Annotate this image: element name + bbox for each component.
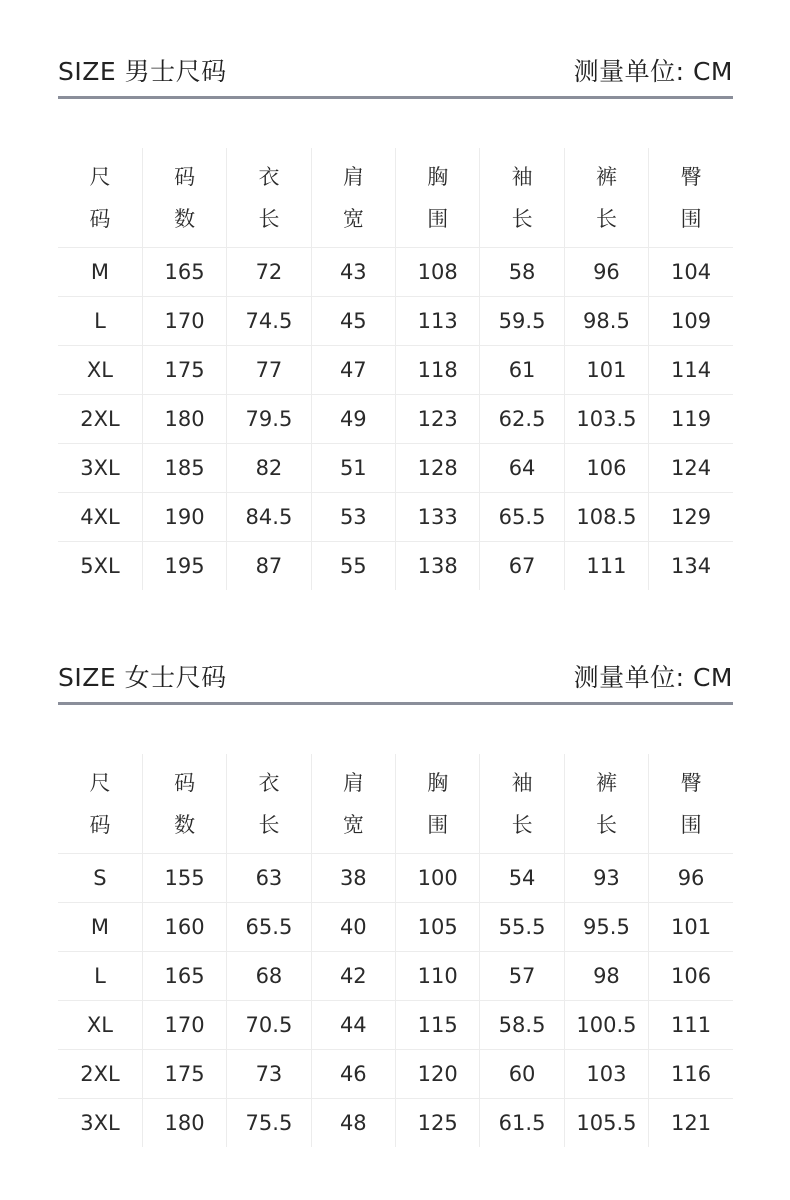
measurement-cell: 75.5 bbox=[227, 1099, 311, 1148]
measurement-cell: 98.5 bbox=[564, 297, 648, 346]
measurement-cell: 165 bbox=[142, 952, 226, 1001]
women-size-section bbox=[58, 646, 733, 1135]
table-row bbox=[58, 854, 733, 903]
table-row bbox=[58, 952, 733, 1001]
table-row bbox=[58, 248, 733, 297]
column-header-label: 臀围 bbox=[680, 164, 702, 231]
column-header bbox=[142, 148, 226, 248]
measurement-cell: 119 bbox=[649, 395, 733, 444]
men-section-header bbox=[58, 40, 733, 98]
measurement-cell: 180 bbox=[142, 395, 226, 444]
size-cell: L bbox=[58, 297, 142, 346]
column-header-label: 胸围 bbox=[427, 770, 449, 837]
measurement-cell: 43 bbox=[311, 248, 395, 297]
table-row bbox=[58, 903, 733, 952]
table-row bbox=[58, 542, 733, 591]
column-header-label: 胸围 bbox=[427, 164, 449, 231]
measurement-cell: 45 bbox=[311, 297, 395, 346]
measurement-cell: 180 bbox=[142, 1099, 226, 1148]
table-row bbox=[58, 297, 733, 346]
measurement-cell: 175 bbox=[142, 346, 226, 395]
measurement-cell: 70.5 bbox=[227, 1001, 311, 1050]
measurement-cell: 82 bbox=[227, 444, 311, 493]
column-header-label: 裤长 bbox=[595, 770, 617, 837]
column-header bbox=[649, 754, 733, 854]
measurement-cell: 106 bbox=[649, 952, 733, 1001]
table-row bbox=[58, 493, 733, 542]
measurement-cell: 60 bbox=[480, 1050, 564, 1099]
column-header-label: 袖长 bbox=[511, 770, 533, 837]
size-cell: S bbox=[58, 854, 142, 903]
measurement-cell: 165 bbox=[142, 248, 226, 297]
measurement-cell: 116 bbox=[649, 1050, 733, 1099]
table-row bbox=[58, 444, 733, 493]
column-header bbox=[142, 754, 226, 854]
column-header-label: 码数 bbox=[174, 770, 196, 837]
column-header bbox=[564, 148, 648, 248]
size-cell: 3XL bbox=[58, 444, 142, 493]
table-row bbox=[58, 395, 733, 444]
measurement-cell: 100 bbox=[396, 854, 480, 903]
column-header bbox=[58, 148, 142, 248]
size-cell: XL bbox=[58, 346, 142, 395]
measurement-cell: 98 bbox=[564, 952, 648, 1001]
measurement-cell: 115 bbox=[396, 1001, 480, 1050]
column-header bbox=[480, 754, 564, 854]
table-row bbox=[58, 1050, 733, 1099]
table-row bbox=[58, 346, 733, 395]
measurement-cell: 63 bbox=[227, 854, 311, 903]
column-header-label: 衣长 bbox=[258, 770, 280, 837]
measurement-cell: 134 bbox=[649, 542, 733, 591]
measurement-cell: 48 bbox=[311, 1099, 395, 1148]
measurement-cell: 103 bbox=[564, 1050, 648, 1099]
measurement-cell: 58 bbox=[480, 248, 564, 297]
measurement-cell: 67 bbox=[480, 542, 564, 591]
men-size-section bbox=[58, 40, 733, 578]
measurement-cell: 73 bbox=[227, 1050, 311, 1099]
column-header bbox=[564, 754, 648, 854]
measurement-cell: 111 bbox=[649, 1001, 733, 1050]
measurement-cell: 170 bbox=[142, 1001, 226, 1050]
column-header-label: 尺码 bbox=[89, 770, 111, 837]
size-cell: L bbox=[58, 952, 142, 1001]
column-header-label: 肩宽 bbox=[342, 770, 364, 837]
women-section-title: SIZE 女士尺码 bbox=[58, 663, 227, 692]
men-size-table bbox=[58, 148, 733, 590]
measurement-cell: 124 bbox=[649, 444, 733, 493]
column-header-label: 衣长 bbox=[258, 164, 280, 231]
measurement-cell: 87 bbox=[227, 542, 311, 591]
measurement-cell: 55.5 bbox=[480, 903, 564, 952]
measurement-cell: 108 bbox=[396, 248, 480, 297]
table-row bbox=[58, 1099, 733, 1148]
measurement-cell: 128 bbox=[396, 444, 480, 493]
measurement-cell: 58.5 bbox=[480, 1001, 564, 1050]
column-header bbox=[480, 148, 564, 248]
measurement-cell: 49 bbox=[311, 395, 395, 444]
column-header bbox=[311, 754, 395, 854]
women-header-divider bbox=[58, 702, 733, 705]
measurement-cell: 59.5 bbox=[480, 297, 564, 346]
column-header-label: 肩宽 bbox=[342, 164, 364, 231]
measurement-cell: 55 bbox=[311, 542, 395, 591]
measurement-cell: 42 bbox=[311, 952, 395, 1001]
size-cell: 2XL bbox=[58, 1050, 142, 1099]
size-cell: 3XL bbox=[58, 1099, 142, 1148]
measurement-cell: 93 bbox=[564, 854, 648, 903]
measurement-cell: 121 bbox=[649, 1099, 733, 1148]
column-header bbox=[396, 754, 480, 854]
measurement-cell: 51 bbox=[311, 444, 395, 493]
measurement-cell: 190 bbox=[142, 493, 226, 542]
measurement-cell: 61 bbox=[480, 346, 564, 395]
measurement-cell: 95.5 bbox=[564, 903, 648, 952]
measurement-cell: 105.5 bbox=[564, 1099, 648, 1148]
measurement-cell: 125 bbox=[396, 1099, 480, 1148]
measurement-cell: 170 bbox=[142, 297, 226, 346]
table-row bbox=[58, 1001, 733, 1050]
measurement-cell: 96 bbox=[649, 854, 733, 903]
measurement-cell: 195 bbox=[142, 542, 226, 591]
measurement-cell: 110 bbox=[396, 952, 480, 1001]
measurement-cell: 64 bbox=[480, 444, 564, 493]
size-cell: 5XL bbox=[58, 542, 142, 591]
column-header bbox=[227, 754, 311, 854]
size-cell: 2XL bbox=[58, 395, 142, 444]
measurement-cell: 123 bbox=[396, 395, 480, 444]
measurement-cell: 185 bbox=[142, 444, 226, 493]
measurement-cell: 113 bbox=[396, 297, 480, 346]
measurement-cell: 61.5 bbox=[480, 1099, 564, 1148]
column-header bbox=[227, 148, 311, 248]
women-measure-unit: 测量单位: CM bbox=[573, 663, 733, 692]
measurement-cell: 114 bbox=[649, 346, 733, 395]
women-section-header bbox=[58, 646, 733, 704]
measurement-cell: 53 bbox=[311, 493, 395, 542]
measurement-cell: 96 bbox=[564, 248, 648, 297]
measurement-cell: 103.5 bbox=[564, 395, 648, 444]
men-measure-unit: 测量单位: CM bbox=[573, 57, 733, 86]
measurement-cell: 84.5 bbox=[227, 493, 311, 542]
measurement-cell: 65.5 bbox=[227, 903, 311, 952]
measurement-cell: 160 bbox=[142, 903, 226, 952]
size-cell: M bbox=[58, 903, 142, 952]
column-header bbox=[396, 148, 480, 248]
measurement-cell: 79.5 bbox=[227, 395, 311, 444]
measurement-cell: 47 bbox=[311, 346, 395, 395]
measurement-cell: 101 bbox=[564, 346, 648, 395]
measurement-cell: 138 bbox=[396, 542, 480, 591]
measurement-cell: 40 bbox=[311, 903, 395, 952]
measurement-cell: 111 bbox=[564, 542, 648, 591]
measurement-cell: 72 bbox=[227, 248, 311, 297]
measurement-cell: 118 bbox=[396, 346, 480, 395]
women-size-table bbox=[58, 754, 733, 1147]
measurement-cell: 155 bbox=[142, 854, 226, 903]
measurement-cell: 77 bbox=[227, 346, 311, 395]
column-header bbox=[649, 148, 733, 248]
measurement-cell: 109 bbox=[649, 297, 733, 346]
measurement-cell: 100.5 bbox=[564, 1001, 648, 1050]
size-cell: 4XL bbox=[58, 493, 142, 542]
measurement-cell: 46 bbox=[311, 1050, 395, 1099]
size-cell: M bbox=[58, 248, 142, 297]
column-header-label: 袖长 bbox=[511, 164, 533, 231]
size-cell: XL bbox=[58, 1001, 142, 1050]
men-section-title: SIZE 男士尺码 bbox=[58, 57, 227, 86]
measurement-cell: 44 bbox=[311, 1001, 395, 1050]
measurement-cell: 57 bbox=[480, 952, 564, 1001]
measurement-cell: 104 bbox=[649, 248, 733, 297]
measurement-cell: 120 bbox=[396, 1050, 480, 1099]
measurement-cell: 133 bbox=[396, 493, 480, 542]
measurement-cell: 54 bbox=[480, 854, 564, 903]
measurement-cell: 38 bbox=[311, 854, 395, 903]
column-header-label: 码数 bbox=[174, 164, 196, 231]
measurement-cell: 101 bbox=[649, 903, 733, 952]
measurement-cell: 62.5 bbox=[480, 395, 564, 444]
measurement-cell: 65.5 bbox=[480, 493, 564, 542]
table-header-row bbox=[58, 754, 733, 854]
measurement-cell: 74.5 bbox=[227, 297, 311, 346]
column-header-label: 尺码 bbox=[89, 164, 111, 231]
column-header bbox=[311, 148, 395, 248]
measurement-cell: 106 bbox=[564, 444, 648, 493]
measurement-cell: 105 bbox=[396, 903, 480, 952]
men-header-divider bbox=[58, 96, 733, 99]
measurement-cell: 68 bbox=[227, 952, 311, 1001]
measurement-cell: 108.5 bbox=[564, 493, 648, 542]
measurement-cell: 175 bbox=[142, 1050, 226, 1099]
column-header-label: 臀围 bbox=[680, 770, 702, 837]
column-header bbox=[58, 754, 142, 854]
measurement-cell: 129 bbox=[649, 493, 733, 542]
table-header-row bbox=[58, 148, 733, 248]
column-header-label: 裤长 bbox=[595, 164, 617, 231]
